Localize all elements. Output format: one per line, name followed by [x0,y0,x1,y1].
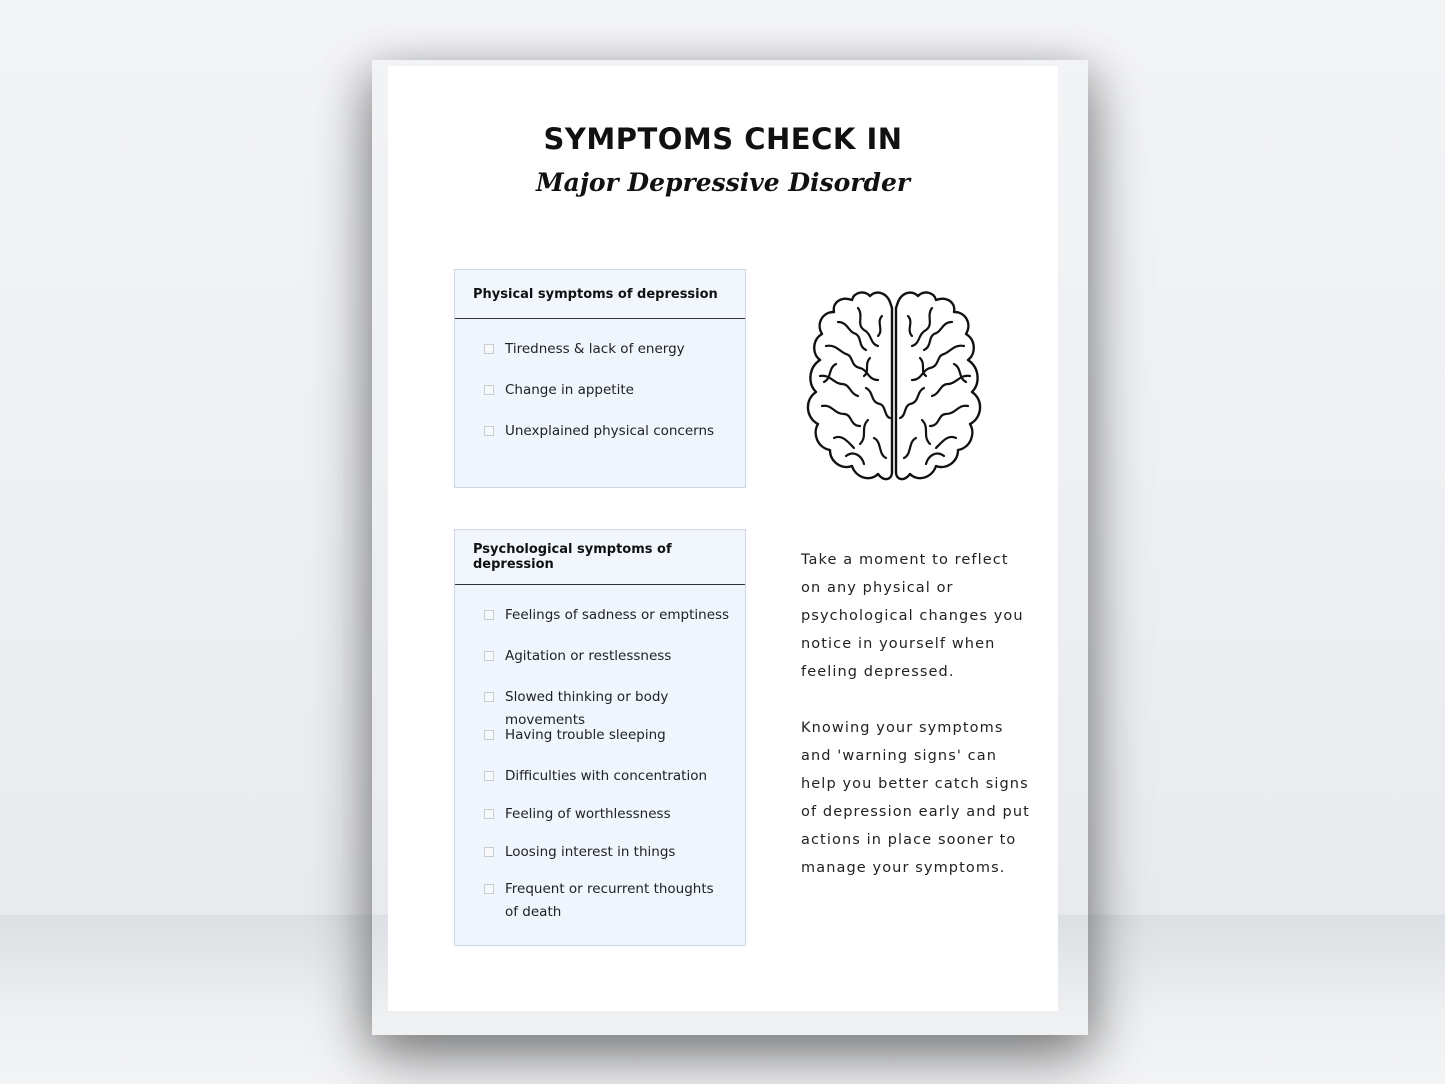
checkbox-icon[interactable] [484,809,494,819]
checkbox-icon[interactable] [484,847,494,857]
checkbox-icon[interactable] [484,692,494,702]
symptom-label: Frequent or recurrent thoughts of death [505,881,714,920]
panel-title: Psychological symptoms of depression [473,542,672,572]
checkbox-icon[interactable] [484,610,494,620]
symptom-label: Loosing interest in things [505,844,676,860]
checkbox-icon[interactable] [484,344,494,354]
panel-title: Physical symptoms of depression [473,286,718,302]
symptom-item[interactable] [484,379,739,402]
symptom-item[interactable] [484,841,739,864]
symptom-label: Feelings of sadness or emptiness [505,607,730,623]
symptom-item[interactable] [484,420,739,443]
panel-header [455,270,745,319]
symptom-label: Agitation or restlessness [505,648,672,664]
symptom-label: Difficulties with concentration [505,768,708,784]
symptom-label: Unexplained physical concerns [505,423,715,439]
symptom-item[interactable] [484,338,739,361]
symptom-item[interactable] [484,724,739,747]
symptom-item[interactable] [484,765,739,788]
symptom-item[interactable] [484,645,739,668]
symptom-label: Having trouble sleeping [505,727,666,743]
panel-header [455,530,745,585]
worksheet-page [388,66,1058,1011]
page-subtitle: Major Depressive Disorder [535,168,911,197]
reflection-paragraph-1: Take a moment to reflect on any physical or psychological changes you notice in yourself when feeling depressed. [801,552,1024,680]
checkbox-icon[interactable] [484,730,494,740]
checkbox-icon[interactable] [484,385,494,395]
symptom-label: Feeling of worthlessness [505,806,671,822]
psychological-symptoms-panel [454,529,746,946]
symptom-item[interactable] [484,803,739,826]
checkbox-icon[interactable] [484,651,494,661]
reflection-paragraph-2: Knowing your symptoms and 'warning signs' can help you better catch signs of depression early and put actions in place sooner to manage your symptoms. [801,720,1030,876]
physical-symptoms-panel [454,269,746,488]
symptom-label: Tiredness & lack of energy [505,341,685,357]
symptom-label: Change in appetite [505,382,634,398]
symptom-item[interactable] [484,878,724,924]
page-title: SYMPTOMS CHECK IN [543,122,903,156]
checkbox-icon[interactable] [484,771,494,781]
symptom-item[interactable] [484,604,739,627]
checkbox-icon[interactable] [484,426,494,436]
brain-icon [798,288,992,494]
checkbox-icon[interactable] [484,884,494,894]
symptom-label: Slowed thinking or body movements [505,689,669,728]
